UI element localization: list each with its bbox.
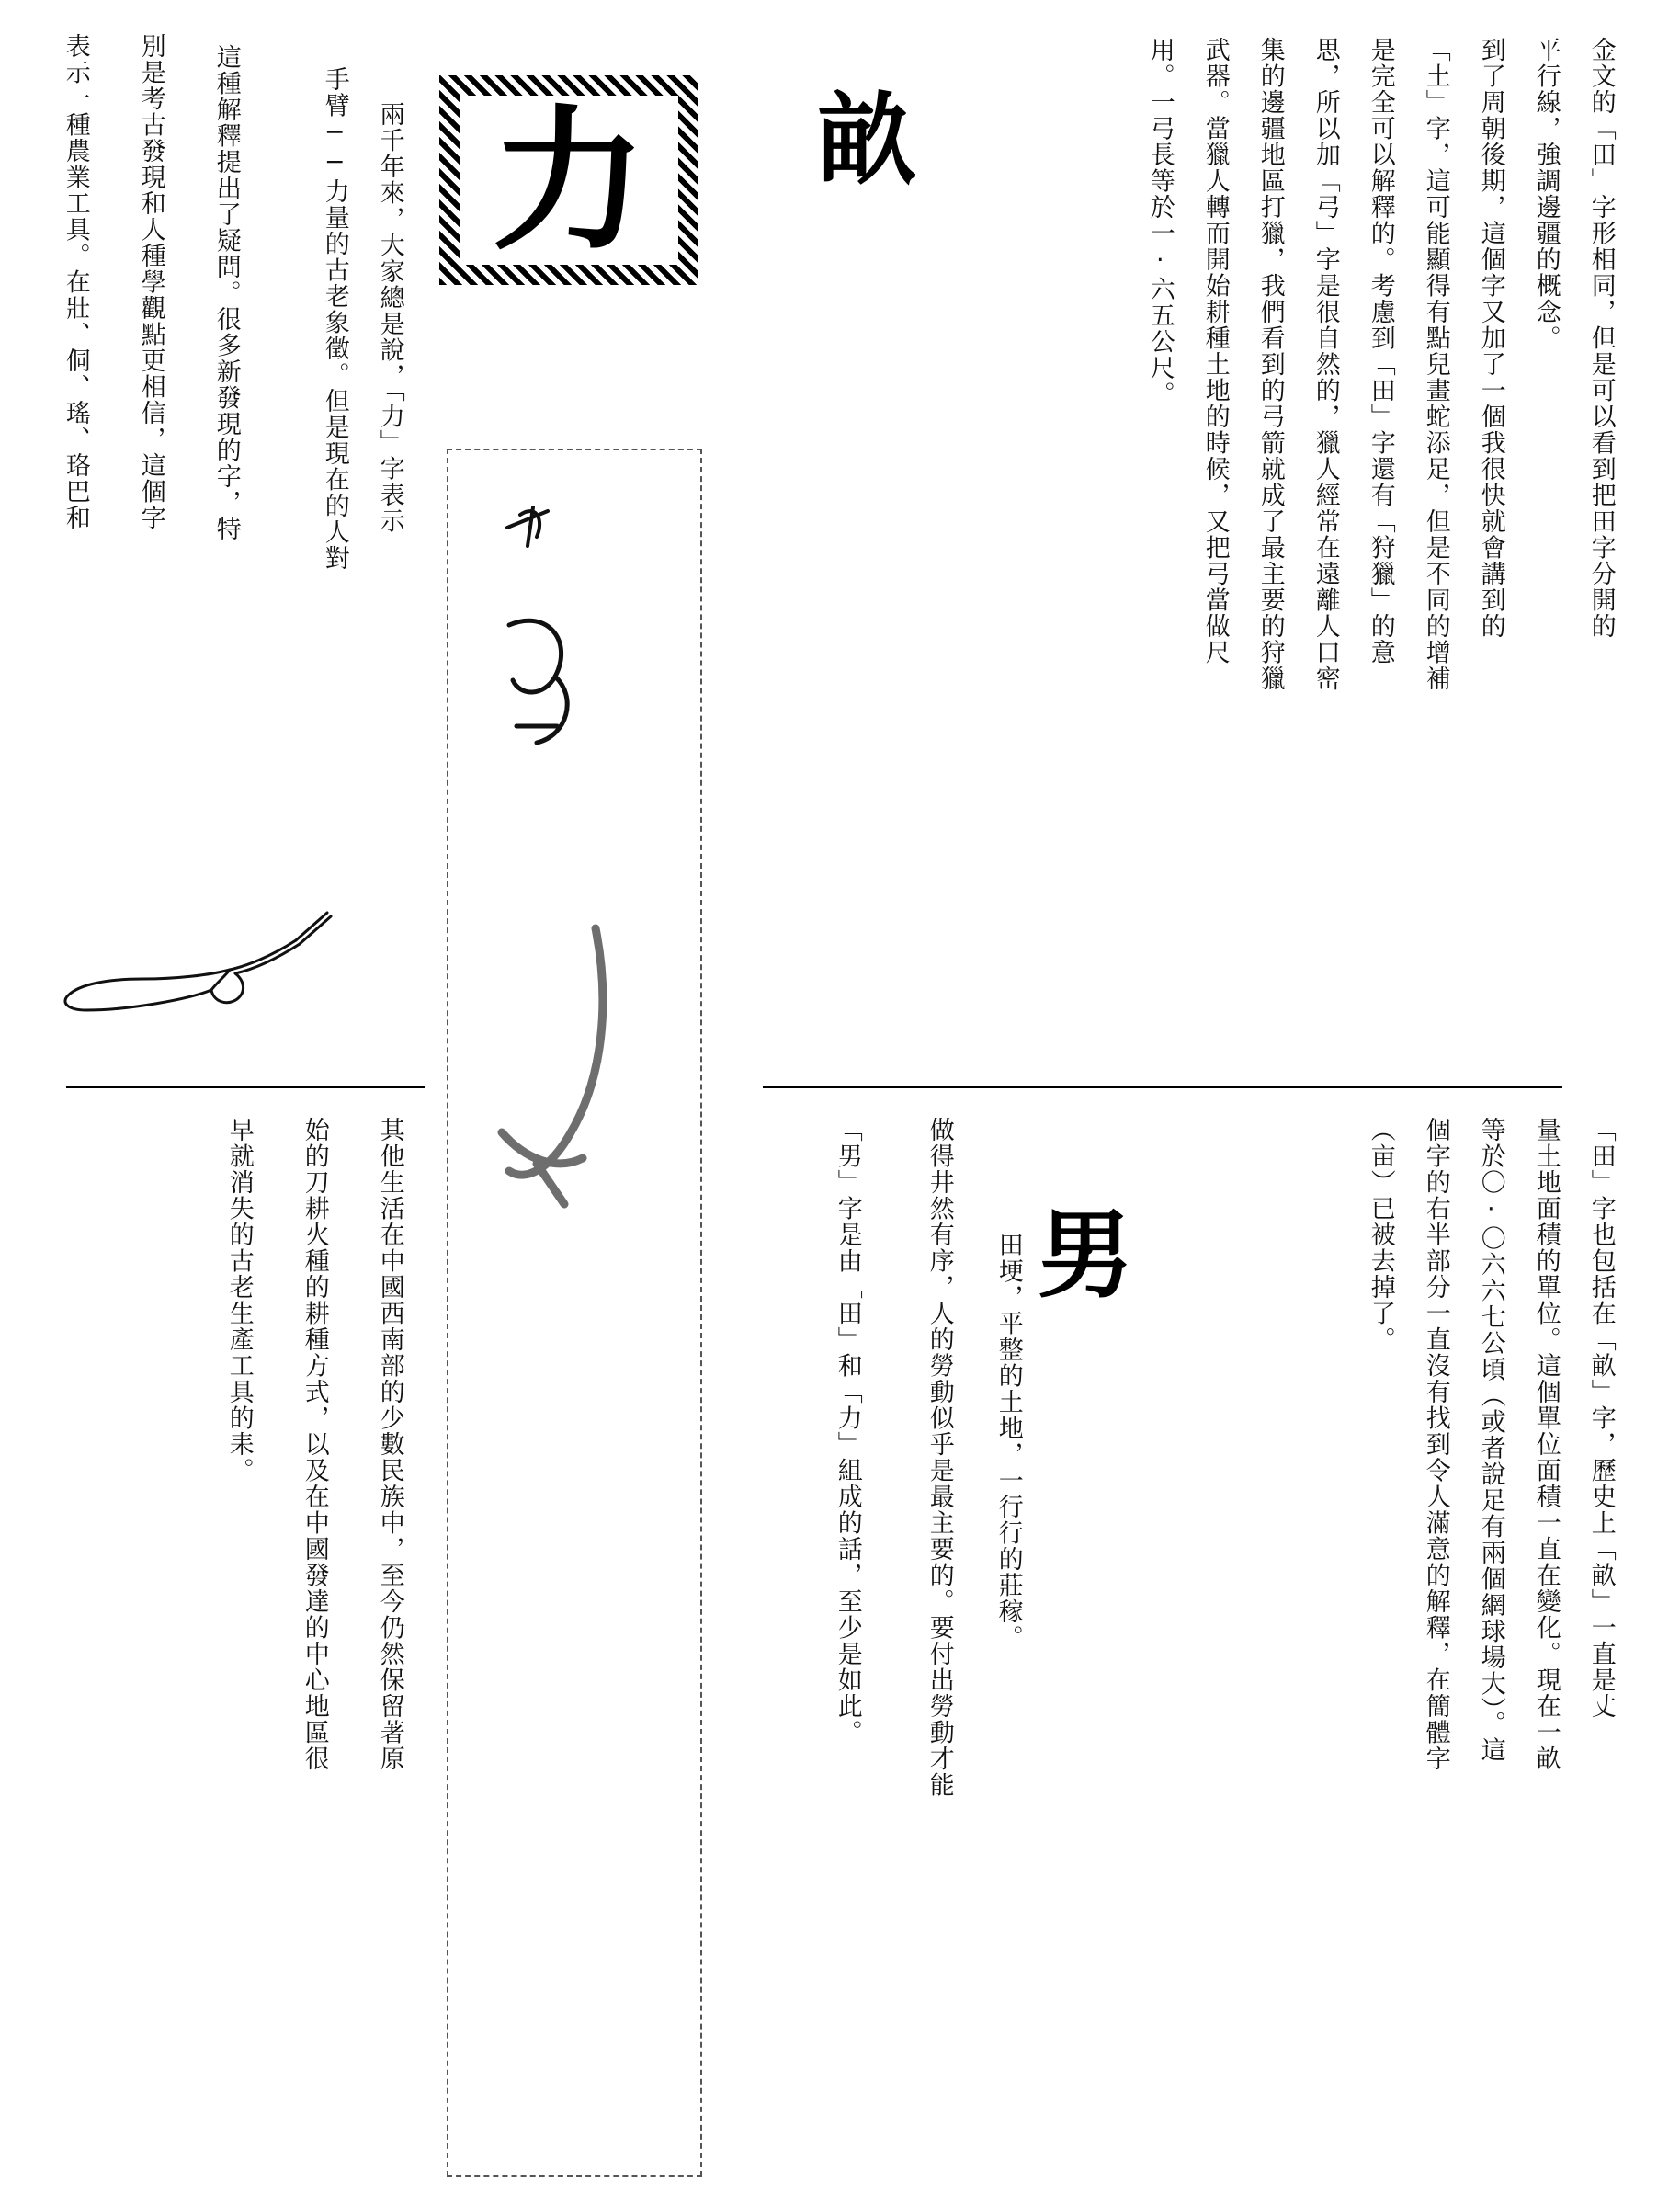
lower-right-col-3: 個字的右半部分一直沒有找到令人滿意的解釋，在簡體字 — [1421, 1117, 1450, 1772]
glyph-mu-heading: 畝 — [800, 87, 916, 187]
lower-right-col-4: （亩）已被去掉了。 — [1366, 1117, 1395, 1353]
left-article-col-0: 兩千年來，大家總是說，「力」字表示 — [375, 101, 404, 534]
lower-mid-col-2: 田埂，平整的土地，一行行的莊稼。 — [993, 1232, 1023, 1651]
divider-left — [66, 1086, 425, 1088]
left-lower-col-0: 其他生活在中國西南部的少數民族中，至今仍然保留著原 — [375, 1117, 404, 1772]
left-article-col-1: 手臂──力量的古老象徵。但是現在的人對 — [320, 66, 349, 572]
right-article-col-7: 武器。當獵人轉而開始耕種土地的時候，又把弓當做尺 — [1200, 37, 1230, 665]
glyph-nan-heading: 男 — [1021, 1204, 1134, 1300]
ancient-forms-drawings — [448, 450, 702, 2175]
lower-mid-col-1: 做得井然有序，人的勞動似乎是最主要的。要付出勞動才能 — [925, 1117, 954, 1798]
divider-right — [763, 1086, 1562, 1088]
right-article-col-1: 平行線，強調邊疆的概念。 — [1531, 37, 1561, 351]
left-lower-col-1: 始的刀耕火種的耕種方式，以及在中國發達的中心地區很 — [300, 1117, 329, 1772]
lower-right-col-2: 等於〇‧〇六六七公頃（或者說足有兩個網球場大）。這 — [1476, 1117, 1505, 1763]
right-article-col-0: 金文的「田」字形相同，但是可以看到把田字分開的 — [1586, 37, 1616, 640]
li-seal-box — [439, 75, 698, 285]
lower-right-col-0: 「田」字也包括在「畝」字，歷史上「畝」一直是丈 — [1586, 1117, 1616, 1720]
left-article-col-4: 表示一種農業工具。在壯、侗、瑤、珞巴和 — [61, 33, 90, 531]
ancient-forms-panel — [447, 449, 702, 2177]
right-article-col-2: 到了周朝後期，這個字又加了一個我很快就會講到的 — [1476, 37, 1505, 640]
right-article-col-5: 思，所以加「弓」字是很自然的，獵人經常在遠離人口密 — [1311, 37, 1340, 692]
left-lower-col-2: 早就消失的古老生產工具的耒。 — [224, 1117, 254, 1484]
right-article-col-6: 集的邊疆地區打獵，我們看到的弓箭就成了最主要的狩獵 — [1255, 37, 1285, 692]
lower-mid-col-0: 「男」字是由「田」和「力」組成的話，至少是如此。 — [833, 1117, 862, 1745]
left-article-col-2: 這種解釋提出了疑問。很多新發現的字，特 — [211, 44, 241, 542]
left-article-col-3: 別是考古發現和人種學觀點更相信，這個字 — [136, 33, 165, 531]
right-article-col-4: 是完全可以解釋的。考慮到「田」字還有「狩獵」的意 — [1366, 37, 1395, 665]
right-article-col-3: 「土」字，這可能顯得有點兒畫蛇添足，但是不同的增補 — [1421, 37, 1450, 692]
li-glyph: 力 — [492, 89, 646, 271]
lower-right-col-1: 量土地面積的單位。這個單位面積一直在變化。現在一畝 — [1531, 1117, 1561, 1772]
right-article-col-8: 用。一弓長等於一‧六五公尺。 — [1145, 37, 1175, 407]
